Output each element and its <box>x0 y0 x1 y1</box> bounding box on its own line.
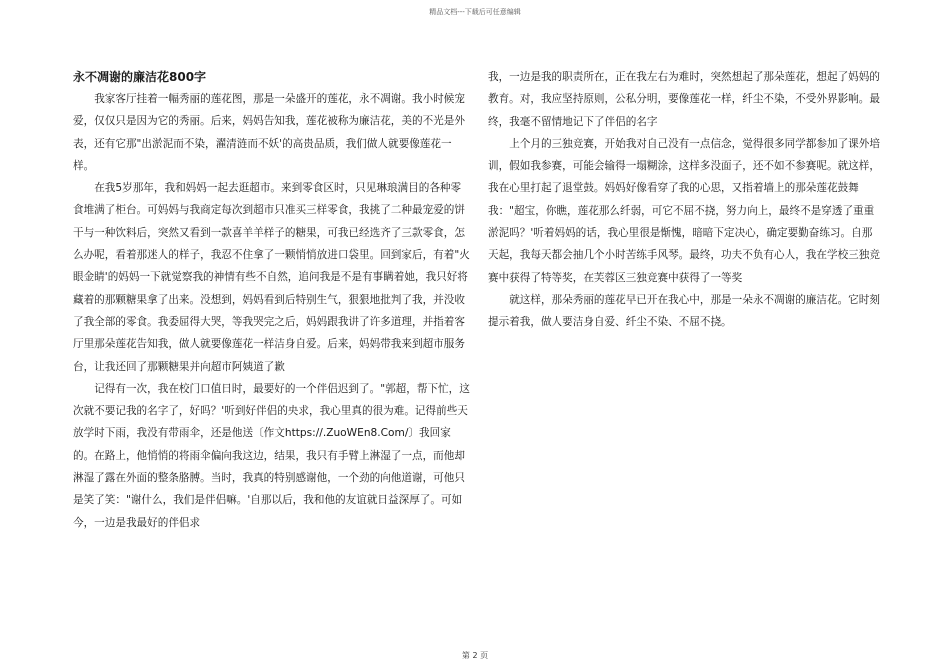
right-column-body <box>488 66 880 334</box>
left-column <box>73 66 470 534</box>
paragraph: 我，一边是我的职责所在，正在我左右为难时，突然想起了那朵莲花，想起了妈妈的教育。对，我应坚持原则，公私分明，要像莲花一样，纤尘不染，不受外界影响。最终，我毫不留情地记下了伴侣的名字 <box>488 71 880 128</box>
left-column-body <box>73 88 470 534</box>
article-title: 永不凋谢的廉洁花800字 <box>73 70 207 84</box>
paragraph: 记得有一次，我在校门口值日时，最要好的一个伴侣迟到了。"郭超，帮下忙，这次就不要记我的名字了，好吗？'听到好伴侣的央求，我心里真的很为难。记得前些天放学时下雨，我没有带雨伞，还是他送〔作文https://.ZuoWEn8.Com/〕我回家的。在路上，他悄悄的将雨伞偏向我这边，结果，我只有手臂上淋湿了一点，而他却淋湿了露在外面的整条胳膊。当时，我真的特别感谢他，一个劲的向他道谢，可他只是笑了笑："谢什么，我们是伴侣嘛。'自那以后，我和他的友谊就日益深厚了。可如今，一边是我最好的伴侣求 <box>73 382 470 529</box>
paragraph: 上个月的三独竞赛，开始我对自己没有一点信念，觉得很多同学都参加了课外培训，假如我参赛，可能会输得一塌糊涂，这样多没面子，还不如不参赛呢。就这样，我在心里打起了退堂鼓。妈妈好像看穿了我的心思，又指着墙上的那朵莲花鼓舞我："超宝，你瞧，莲花那么纤弱，可它不屈不挠，努力向上，最终不是穿透了重重淤泥吗？'听着妈妈的话，我心里很是惭愧，暗暗下定决心，确定要勤奋练习。自那天起，我每天都会抽几个小时苦练手风琴。最终，功夫不负有心人，我在学校三独竞赛中获得了特等奖，在芙蓉区三独竞赛中获得了一等奖 <box>488 137 880 284</box>
paragraph: 我家客厅挂着一幅秀丽的莲花图，那是一朵盛开的莲花，永不凋谢。我小时候宠爱，仅仅只是因为它的秀丽。后来，妈妈告知我，莲花被称为廉洁花，美的不光是外表，还有它那"出淤泥而不染，濯清涟而不妖'的高贵品质，我们做人就要像莲花一样。 <box>73 93 465 172</box>
paragraph: 在我5岁那年，我和妈妈一起去逛超市。来到零食区时，只见琳琅满目的各种零食堆满了柜台。可妈妈与我商定每次到超市只准买三样零食，我挑了二种最宠爱的饼干与一种饮料后，突然又看到一款喜羊羊样子的糖果，可我已经选齐了三款零食，怎么办呢，看着那迷人的样子，我忍不住拿了一颗悄悄放进口袋里。回到家后，有着"火眼金睛'的妈妈一下就觉察我的神情有些不自然，追问我是不是有事瞒着她，我只好将藏着的那颗糖果拿了出来。没想到，妈妈看到后特别生气，狠狠地批判了我，并没收了我全部的零食。我委屈得大哭，等我哭完之后，妈妈跟我讲了许多道理，并指着客厅里那朵莲花告知我，做人就要像莲花一样洁身自爱。后来，妈妈带我来到超市服务台，让我还回了那颗糖果并向超市阿姨道了歉 <box>73 182 470 373</box>
page-header: 精品文档---下载后可任意编辑 <box>429 8 521 16</box>
right-column <box>488 66 880 334</box>
paragraph: 就这样，那朵秀丽的莲花早已开在我心中，那是一朵永不凋谢的廉洁花。它时刻提示着我，做人要洁身自爱、纤尘不染、不屈不挠。 <box>488 293 880 329</box>
page-footer: 第 2 页 <box>461 651 489 660</box>
